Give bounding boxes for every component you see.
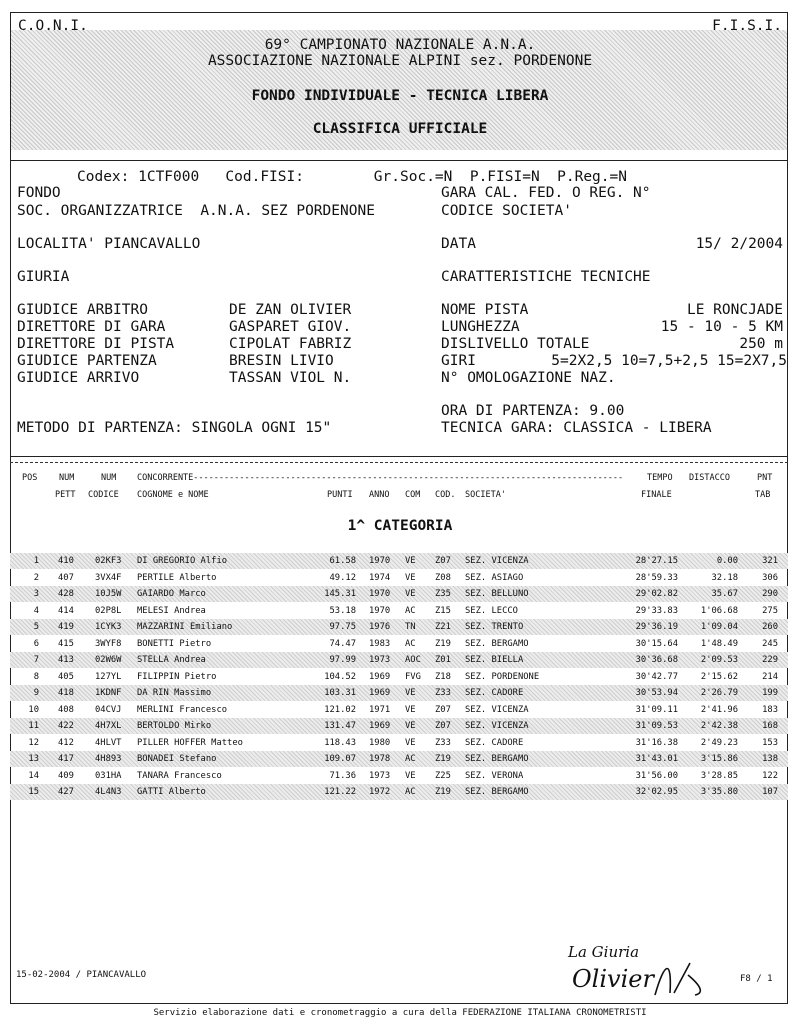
cell-cod: Z19: [435, 754, 451, 764]
cell-tempo: 32'02.95: [635, 787, 678, 797]
table-row: [10, 553, 788, 569]
cell-pnt: 183: [762, 704, 778, 715]
cell-cod: Z07: [435, 556, 451, 566]
cell-distacco: 32.18: [711, 572, 738, 583]
judge-name: DE ZAN OLIVIER: [229, 302, 352, 318]
cell-pnt: 138: [762, 754, 778, 764]
tech-value: 250 m: [739, 336, 783, 352]
table-row: [10, 636, 788, 652]
cell-anno: 1980: [369, 737, 391, 748]
cell-distacco: 2'15.62: [700, 671, 738, 682]
col-cognome: COGNOME e NOME: [137, 490, 209, 500]
cell-codice: 1KDNF: [95, 688, 122, 698]
cell-distacco: 1'06.68: [700, 605, 738, 616]
judge-role: DIRETTORE DI GARA: [17, 319, 166, 335]
cell-tempo: 29'02.82: [635, 589, 678, 599]
cell-com: VE: [405, 721, 416, 731]
cell-cod: Z33: [435, 688, 451, 698]
localita: LOCALITA' PIANCAVALLO: [17, 236, 201, 252]
cell-punti: 97.99: [329, 655, 356, 665]
cell-codice: 4H7XL: [95, 721, 122, 731]
cell-societa: SEZ. BERGAMO: [465, 638, 529, 649]
col-punti: PUNTI: [327, 490, 353, 500]
col-tempo: TEMPO: [647, 473, 673, 483]
tech-label: N° OMOLOGAZIONE NAZ.: [441, 370, 616, 386]
cell-com: AC: [405, 787, 416, 797]
tech-value: 5=2X2,5 10=7,5+2,5 15=2X7,5: [551, 353, 787, 369]
cell-anno: 1972: [369, 787, 391, 797]
cell-societa: SEZ. VICENZA: [465, 556, 529, 566]
cell-pos: 6: [33, 638, 39, 649]
col-pett: PETT: [55, 490, 76, 500]
cell-codice: 3WYF8: [95, 638, 122, 649]
table-row: [10, 669, 788, 685]
cell-pnt: 214: [762, 671, 778, 682]
cell-pnt: 321: [762, 556, 778, 566]
table-row: [10, 768, 788, 784]
signature-flourish-icon: [650, 955, 710, 1000]
cell-pos: 2: [33, 572, 39, 583]
col-codice: CODICE: [88, 490, 119, 500]
judge-role: GIUDICE ARBITRO: [17, 302, 148, 318]
footer-page: F8 / 1: [740, 974, 773, 984]
cell-distacco: 1'48.49: [700, 638, 738, 649]
col-anno: ANNO: [369, 490, 390, 500]
cell-pos: 12: [28, 737, 39, 748]
cell-pnt: 153: [762, 737, 778, 748]
cell-punti: 71.36: [329, 770, 356, 781]
cell-tempo: 28'27.15: [635, 556, 678, 566]
cell-com: AOC: [405, 655, 421, 665]
cell-punti: 49.12: [329, 572, 356, 583]
tech-label: LUNGHEZZA: [441, 319, 520, 335]
cell-anno: 1973: [369, 770, 391, 781]
cell-pos: 7: [33, 655, 39, 665]
cell-anno: 1969: [369, 721, 391, 731]
cell-nome: FILIPPIN Pietro: [137, 671, 217, 682]
cell-pos: 15: [28, 787, 39, 797]
cell-pnt: 290: [762, 589, 778, 599]
table-row: [10, 735, 788, 751]
cell-cod: Z35: [435, 589, 451, 599]
cell-pett: 419: [58, 622, 74, 632]
judge-name: CIPOLAT FABRIZ: [229, 336, 352, 352]
signature: Olivier: [572, 965, 654, 993]
cell-anno: 1978: [369, 754, 391, 764]
cell-nome: PILLER HOFFER Matteo: [137, 737, 243, 748]
cell-anno: 1973: [369, 655, 391, 665]
classification-title: CLASSIFICA UFFICIALE: [312, 121, 488, 137]
cell-codice: 1CYK3: [95, 622, 122, 632]
cell-distacco: 35.67: [711, 589, 738, 599]
cell-distacco: 1'09.04: [700, 622, 738, 632]
metodo-partenza: METODO DI PARTENZA: SINGOLA OGNI 15": [17, 420, 332, 436]
cell-pos: 13: [28, 754, 39, 764]
cell-tempo: 31'09.53: [635, 721, 678, 731]
ora-partenza: ORA DI PARTENZA: 9.00: [441, 403, 625, 419]
cell-nome: GAIARDO Marco: [137, 589, 206, 599]
cell-pos: 5: [33, 622, 39, 632]
coni-label: C.O.N.I.: [18, 18, 88, 34]
cell-cod: Z15: [435, 605, 451, 616]
cell-distacco: 3'35.80: [700, 787, 738, 797]
cell-codice: 02W6W: [95, 655, 122, 665]
cell-pett: 414: [58, 605, 74, 616]
cell-tempo: 31'16.38: [635, 737, 678, 748]
col-finale: FINALE: [641, 490, 672, 500]
cell-nome: DA RIN Massimo: [137, 688, 212, 698]
cell-pnt: 260: [762, 622, 778, 632]
codice-societa-label: CODICE SOCIETA': [441, 203, 572, 219]
cell-societa: SEZ. TRENTO: [465, 622, 524, 632]
cell-punti: 131.47: [324, 721, 356, 731]
signature-title: La Giuria: [568, 943, 640, 961]
data-label: DATA: [441, 236, 476, 252]
cell-pos: 10: [28, 704, 39, 715]
cell-pett: 413: [58, 655, 74, 665]
cell-codice: 04CVJ: [95, 704, 122, 715]
cell-distacco: 2'26.79: [700, 688, 738, 698]
table-row: [10, 570, 788, 586]
cell-societa: SEZ. BERGAMO: [465, 754, 529, 764]
cell-distacco: 0.00: [716, 556, 738, 566]
cell-cod: Z01: [435, 655, 451, 665]
cell-nome: BONETTI Pietro: [137, 638, 212, 649]
cell-nome: STELLA Andrea: [137, 655, 206, 665]
cell-tempo: 31'43.01: [635, 754, 678, 764]
cell-distacco: 2'49.23: [700, 737, 738, 748]
cell-pos: 11: [28, 721, 39, 731]
cell-com: VE: [405, 572, 416, 583]
cell-cod: Z07: [435, 704, 451, 715]
cell-codice: 4HLVT: [95, 737, 122, 748]
fondo-label: FONDO: [17, 185, 61, 201]
cell-pett: 405: [58, 671, 74, 682]
col-num-codice: NUM: [101, 473, 117, 483]
cell-punti: 61.58: [329, 556, 356, 566]
cell-punti: 97.75: [329, 622, 356, 632]
cell-codice: 127YL: [95, 671, 122, 682]
footer-date-place: 15-02-2004 / PIANCAVALLO: [16, 970, 147, 980]
cell-codice: 02KF3: [95, 556, 122, 566]
cell-cod: Z07: [435, 721, 451, 731]
cell-nome: TANARA Francesco: [137, 770, 222, 781]
tech-label: NOME PISTA: [441, 302, 529, 318]
header-divider: [10, 160, 788, 161]
col-tab: TAB: [755, 490, 771, 500]
cell-societa: SEZ. BELLUNO: [465, 589, 529, 599]
cell-pos: 14: [28, 770, 39, 781]
cell-com: FVG: [405, 671, 421, 682]
cell-distacco: 2'09.53: [700, 655, 738, 665]
cell-pos: 8: [33, 671, 39, 682]
cell-pnt: 107: [762, 787, 778, 797]
cell-anno: 1974: [369, 572, 391, 583]
tech-value: 15 - 10 - 5 KM: [660, 319, 783, 335]
cell-distacco: 3'15.86: [700, 754, 738, 764]
cell-pett: 415: [58, 638, 74, 649]
cell-societa: SEZ. BIELLA: [465, 655, 524, 665]
cell-societa: SEZ. BERGAMO: [465, 787, 529, 797]
cell-pos: 3: [33, 589, 39, 599]
cell-nome: PERTILE Alberto: [137, 572, 217, 583]
cell-pnt: 245: [762, 638, 778, 649]
cell-tempo: 30'53.94: [635, 688, 678, 698]
table-row: [10, 718, 788, 734]
table-row: [10, 619, 788, 635]
cell-cod: Z18: [435, 671, 451, 682]
race-title: FONDO INDIVIDUALE - TECNICA LIBERA: [251, 88, 549, 104]
cell-societa: SEZ. CADORE: [465, 737, 524, 748]
cell-pett: 422: [58, 721, 74, 731]
cell-societa: SEZ. CADORE: [465, 688, 524, 698]
cell-codice: 3VX4F: [95, 572, 122, 583]
judge-role: DIRETTORE DI PISTA: [17, 336, 175, 352]
cell-societa: SEZ. LECCO: [465, 605, 518, 616]
cell-pett: 410: [58, 556, 74, 566]
cell-pett: 409: [58, 770, 74, 781]
table-row: [10, 685, 788, 701]
cell-anno: 1983: [369, 638, 391, 649]
cell-tempo: 30'36.68: [635, 655, 678, 665]
table-row: [10, 586, 788, 602]
cell-tempo: 30'42.77: [635, 671, 678, 682]
cell-pett: 407: [58, 572, 74, 583]
cell-cod: Z33: [435, 737, 451, 748]
cell-societa: SEZ. VICENZA: [465, 704, 529, 715]
cell-nome: GATTI Alberto: [137, 787, 206, 797]
cell-punti: 104.52: [324, 671, 356, 682]
cell-tempo: 31'56.00: [635, 770, 678, 781]
tecnica-gara: TECNICA GARA: CLASSICA - LIBERA: [441, 420, 712, 436]
cell-nome: MELESI Andrea: [137, 605, 206, 616]
judge-name: TASSAN VIOL N.: [229, 370, 352, 386]
cell-punti: 121.02: [324, 704, 356, 715]
cell-societa: SEZ. VERONA: [465, 770, 524, 781]
cell-com: AC: [405, 754, 416, 764]
cell-pnt: 122: [762, 770, 778, 781]
cell-com: VE: [405, 556, 416, 566]
cell-punti: 109.07: [324, 754, 356, 764]
cell-anno: 1969: [369, 671, 391, 682]
cell-cod: Z08: [435, 572, 451, 583]
cell-pett: 418: [58, 688, 74, 698]
tech-label: GIRI: [441, 353, 476, 369]
cell-com: VE: [405, 770, 416, 781]
table-row: [10, 603, 788, 619]
cell-pos: 9: [33, 688, 39, 698]
category-heading: 1^ CATEGORIA: [347, 518, 453, 534]
cell-tempo: 29'33.83: [635, 605, 678, 616]
cell-codice: 4H893: [95, 754, 122, 764]
cell-com: AC: [405, 638, 416, 649]
cell-societa: SEZ. ASIAGO: [465, 572, 524, 583]
cell-anno: 1969: [369, 688, 391, 698]
judge-name: GASPARET GIOV.: [229, 319, 352, 335]
cell-pett: 412: [58, 737, 74, 748]
cell-societa: SEZ. VICENZA: [465, 721, 529, 731]
cell-punti: 103.31: [324, 688, 356, 698]
cell-codice: 4L4N3: [95, 787, 122, 797]
cell-distacco: 2'42.38: [700, 721, 738, 731]
cell-cod: Z19: [435, 638, 451, 649]
cell-anno: 1970: [369, 556, 391, 566]
col-cod: COD.: [435, 490, 456, 500]
col-pos: POS: [22, 473, 38, 483]
cell-punti: 74.47: [329, 638, 356, 649]
cell-pnt: 168: [762, 721, 778, 731]
giuria-label: GIURIA: [17, 269, 70, 285]
col-societa: SOCIETA': [465, 490, 506, 500]
table-row: [10, 702, 788, 718]
cell-pett: 417: [58, 754, 74, 764]
cell-societa: SEZ. PORDENONE: [465, 671, 540, 682]
cell-tempo: 31'09.11: [635, 704, 678, 715]
cell-pett: 428: [58, 589, 74, 599]
table-row: [10, 652, 788, 668]
gara-cal-label: GARA CAL. FED. O REG. N°: [441, 185, 651, 201]
caratteristiche-label: CARATTERISTICHE TECNICHE: [441, 269, 651, 285]
cell-codice: 10J5W: [95, 589, 122, 599]
cell-punti: 121.22: [324, 787, 356, 797]
info-divider: [10, 456, 788, 457]
cell-punti: 118.43: [324, 737, 356, 748]
cell-com: VE: [405, 589, 416, 599]
cell-distacco: 2'41.96: [700, 704, 738, 715]
cell-nome: DI GREGORIO Alfio: [137, 556, 228, 566]
fisi-label: F.I.S.I.: [712, 18, 782, 34]
cell-tempo: 29'36.19: [635, 622, 678, 632]
cell-pett: 427: [58, 787, 74, 797]
col-concorrente: CONCORRENTE------------------------------------------------------------------------------------: [137, 473, 624, 483]
cell-nome: MERLINI Francesco: [137, 704, 228, 715]
cell-codice: 02P8L: [95, 605, 122, 616]
cell-anno: 1970: [369, 589, 391, 599]
championship-title: 69° CAMPIONATO NAZIONALE A.N.A.: [264, 37, 536, 53]
cell-cod: Z19: [435, 787, 451, 797]
cell-nome: MAZZARINI Emiliano: [137, 622, 233, 632]
cell-pett: 408: [58, 704, 74, 715]
cell-distacco: 3'28.85: [700, 770, 738, 781]
cell-tempo: 28'59.33: [635, 572, 678, 583]
cell-punti: 53.18: [329, 605, 356, 616]
cell-pos: 4: [33, 605, 39, 616]
judge-role: GIUDICE PARTENZA: [17, 353, 157, 369]
cell-cod: Z21: [435, 622, 451, 632]
tech-value: LE RONCJADE: [686, 302, 783, 318]
bottom-note: Servizio elaborazione dati e cronometraggio a cura della FEDERAZIONE ITALIANA CRONOMETRISTI: [153, 1008, 647, 1018]
cell-nome: BERTOLDO Mirko: [137, 721, 212, 731]
association-title: ASSOCIAZIONE NAZIONALE ALPINI sez. PORDENONE: [207, 53, 593, 69]
cell-anno: 1970: [369, 605, 391, 616]
soc-organizzatrice: SOC. ORGANIZZATRICE A.N.A. SEZ PORDENONE: [17, 203, 375, 219]
cell-pnt: 306: [762, 572, 778, 583]
table-row: [10, 784, 788, 800]
cell-cod: Z25: [435, 770, 451, 781]
cell-com: VE: [405, 704, 416, 715]
cell-anno: 1976: [369, 622, 391, 632]
cell-pnt: 229: [762, 655, 778, 665]
col-com: COM: [405, 490, 421, 500]
cell-com: VE: [405, 688, 416, 698]
cell-nome: BONADEI Stefano: [137, 754, 217, 764]
cell-com: TN: [405, 622, 416, 632]
cell-com: AC: [405, 605, 416, 616]
judge-name: BRESIN LIVIO: [229, 353, 334, 369]
data-value: 15/ 2/2004: [695, 236, 783, 252]
judge-role: GIUDICE ARRIVO: [17, 370, 140, 386]
col-num-pett: NUM: [59, 473, 75, 483]
cell-anno: 1971: [369, 704, 391, 715]
table-row: [10, 751, 788, 767]
cell-com: VE: [405, 737, 416, 748]
dashed-divider: [10, 462, 788, 463]
cell-codice: 031HA: [95, 770, 122, 781]
cell-tempo: 30'15.64: [635, 638, 678, 649]
col-pnt: PNT: [757, 473, 773, 483]
cell-pnt: 199: [762, 688, 778, 698]
col-distacco: DISTACCO: [689, 473, 730, 483]
cell-pos: 1: [33, 556, 39, 566]
tech-label: DISLIVELLO TOTALE: [441, 336, 590, 352]
cell-pnt: 275: [762, 605, 778, 616]
codex-line: Codex: 1CTF000 Cod.FISI: Gr.Soc.=N P.FISI=N P.Reg.=N: [77, 169, 627, 185]
cell-punti: 145.31: [324, 589, 356, 599]
